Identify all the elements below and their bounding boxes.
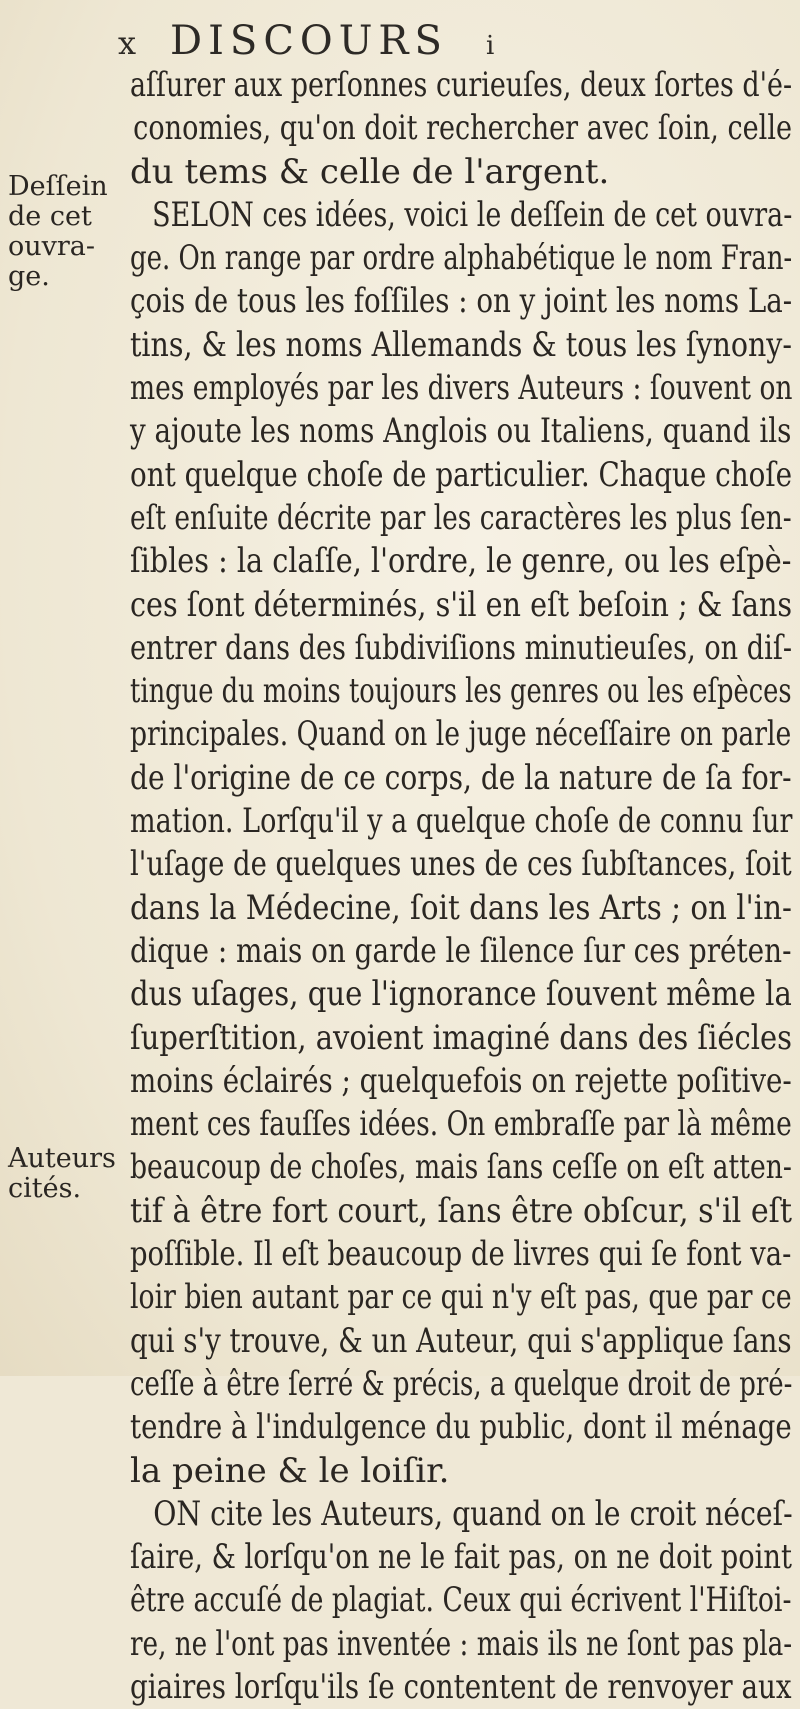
text-line: la peine & le loiſir. [130,1450,450,1491]
margin-note-dessein: Deſſein de cet ouvra- ge. [8,171,108,292]
text-line: tif à être fort court, ſans être obſcur, s'il eſt [130,1190,792,1231]
text-line: moins éclairés ; quelquefois on rejette poſitive- [130,1060,792,1101]
text-line: dus uſages, que l'ignorance ſouvent même la [130,974,792,1015]
paragraph-intro [130,64,792,194]
text-line: dique : mais on garde le ſilence ſur ces préten- [130,930,792,971]
text-line: être accuſé de plagiat. Ceux qui écrivent l'Hiſtoi- [130,1580,792,1621]
text-line: du tems & celle de l'argent. [130,151,610,192]
text-line: ge. On range par ordre alphabétique le nom Fran- [130,238,793,279]
text-line: principales. Quand on le juge néceſſaire on parle [130,714,792,755]
signature-mark: x [118,24,137,62]
text-line: tendre à l'indulgence du public, dont il ménage [130,1407,792,1448]
text-line: dans la Médecine, ſoit dans les Arts ; on l'in- [130,887,792,928]
text-line: mes employés par les divers Auteurs : ſouvent on [130,368,793,409]
text-line: eſt enſuite décrite par les caractères les plus ſen- [130,497,792,538]
text-line: mation. Lorſqu'il y a quelque choſe de connu ſur [130,801,793,842]
text-line: qui s'y trouve, & un Auteur, qui s'applique ſans [130,1320,792,1361]
text-line: SELON ces idées, voici le deſſein de cet ouvra- [152,194,793,235]
text-line: l'uſage de quelques unes de ces ſubſtances, ſoit [130,844,792,885]
text-line: ces ſont déterminés, s'il en eſt beſoin ; & ſans [130,584,793,625]
text-line: tins, & les noms Allemands & tous les ſynony- [130,324,792,365]
text-line: ont quelque choſe de particulier. Chaque choſe [130,454,793,495]
text-line: aſſurer aux perſonnes curieuſes, deux ſortes d'é- [130,65,793,105]
text-line: çois de tous les foſſiles : on y joint les noms La- [130,281,793,322]
text-line: ON cite les Auteurs, quand on le croit néceſ- [153,1493,793,1534]
text-line: beaucoup de choſes, mais ſans ceſſe on eſt atten- [130,1147,792,1188]
text-line: ſaire, & lorſqu'on ne le fait pas, on ne doit point [130,1537,792,1578]
text-line: entrer dans des ſubdiviſions minutieuſes, on diſ- [130,627,793,668]
text-line: re, ne l'ont pas inventée : mais ils ne ſont pas pla- [130,1623,793,1664]
text-line: giaires lorſqu'ils ſe contentent de renvoyer aux [130,1666,792,1707]
text-line: ſibles : la claſſe, l'ordre, le genre, ou les eſpè- [130,541,792,582]
page-mark: i [485,31,501,61]
text-line: tingue du moins toujours les genres ou les eſpèces [130,671,792,712]
running-header [118,18,678,64]
text-line: y ajoute les noms Anglois ou Italiens, quand ils [130,411,792,452]
running-title: DISCOURS [170,18,448,64]
text-line: ſuperſtition, avoient imaginé dans des ſiécles [130,1017,792,1058]
text-line: de l'origine de ce corps, de la nature de ſa for- [130,757,792,798]
paragraph-auteurs [130,1493,792,1709]
paragraph-dessein [130,194,792,1493]
text-block [130,64,792,1709]
text-line: ment ces fauſſes idées. On embraſſe par là même [130,1104,792,1145]
text-line: loir bien autant par ce qui n'y eſt pas, que par ce [130,1277,792,1318]
text-line: ceſſe à être ſerré & précis, a quelque droit de pré- [130,1363,793,1404]
margin-note-auteurs: Auteurs cités. [8,1143,116,1204]
text-line: conomies, qu'on doit rechercher avec ſoin, celle [133,108,793,149]
text-line: poſſible. Il eſt beaucoup de livres qui ſe font va- [130,1234,792,1275]
